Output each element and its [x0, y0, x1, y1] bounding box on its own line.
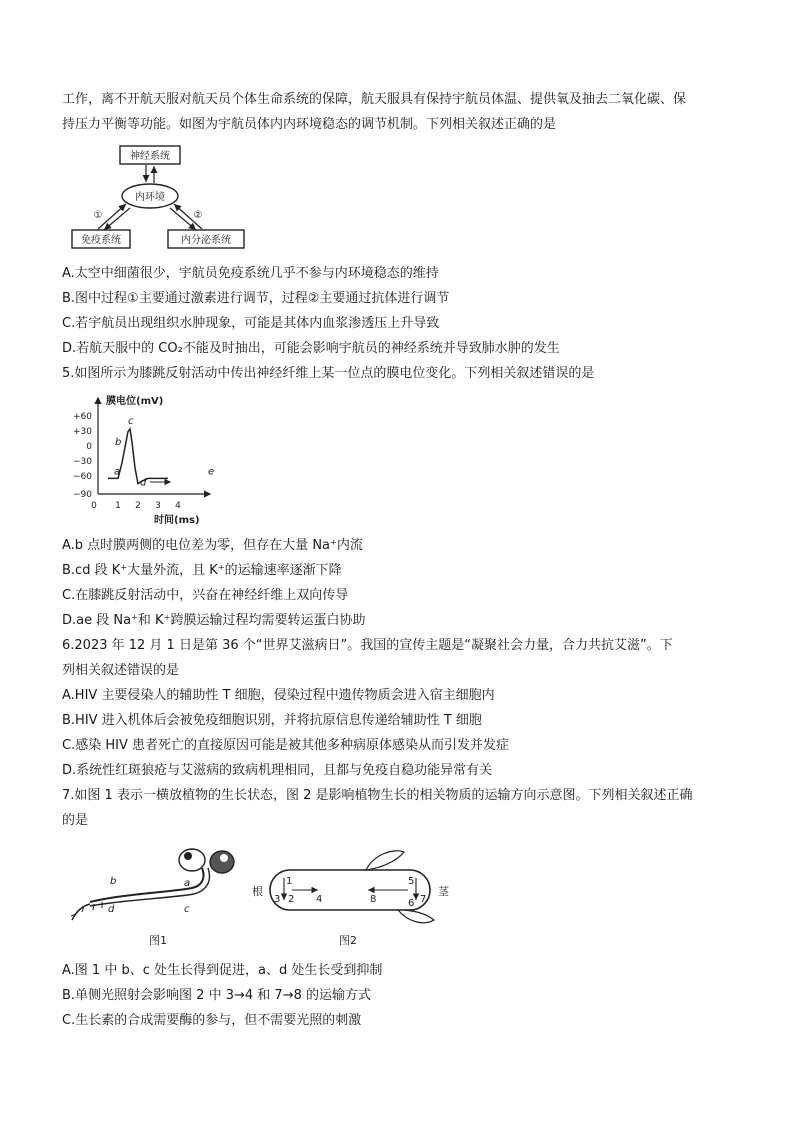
figure-2-transport-direction — [248, 840, 458, 950]
point-c-label: c — [128, 416, 134, 427]
q5-option-d: D.ae 段 Na⁺和 K⁺跨膜运输过程均需要转运蛋白协助 — [62, 613, 366, 628]
fig1-label-a: a — [184, 878, 191, 889]
fig2-num: 6 — [408, 898, 415, 909]
q6-option-b: B.HIV 进入机体后会被免疫细胞识别，并将抗原信息传递给辅助性 T 细胞 — [62, 713, 482, 728]
q6-stem-line2: 列相关叙述错误的是 — [62, 663, 180, 678]
fig2-num: 5 — [408, 876, 415, 887]
internal-environment-label: 内环境 — [135, 192, 165, 203]
x-tick-label: 2 — [135, 501, 141, 511]
fig2-num: 2 — [288, 894, 295, 905]
y-tick-label: +30 — [73, 427, 92, 437]
fig2-num: 3 — [274, 894, 281, 905]
q6-option-c: C.感染 HIV 患者死亡的直接原因可能是被其他多种病原体感染从而引发并发症 — [62, 738, 509, 753]
q7-option-c: C.生长素的合成需要酶的参与，但不需要光照的刺激 — [62, 1013, 362, 1028]
y-tick-label: +60 — [73, 412, 92, 422]
fig2-num: 7 — [420, 894, 427, 905]
leaf-spot — [220, 854, 228, 862]
q6-option-d: D.系统性红斑狼疮与艾滋病的致病机理相同，且都与免疫自稳功能异常有关 — [62, 763, 493, 778]
x-axis-label: 时间(ms) — [154, 515, 200, 526]
q7-option-a: A.图 1 中 b、c 处生长得到促进，a、d 处生长受到抑制 — [62, 963, 383, 978]
plant-stem-lower-edge — [90, 868, 209, 906]
homeostasis-diagram — [68, 140, 258, 258]
leaf-spot — [184, 852, 192, 860]
membrane-potential-chart — [62, 390, 222, 530]
plant-root — [72, 904, 90, 920]
y-tick-label: 0 — [86, 442, 92, 452]
leaf-left — [179, 849, 205, 871]
q5-option-a: A.b 点时膜两侧的电位差为零，但存在大量 Na⁺内流 — [62, 538, 363, 553]
upper-leaf — [366, 851, 404, 870]
lower-leaf — [398, 910, 434, 923]
immune-system-label: 免疫系统 — [81, 235, 121, 246]
q4-option-c: C.若宇航员出现组织水肿现象，可能是其体内血浆渗透压上升导致 — [62, 316, 440, 331]
q4-option-a: A.太空中细菌很少，宇航员免疫系统几乎不参与内环境稳态的维持 — [62, 266, 439, 281]
y-tick-label: −30 — [73, 457, 92, 467]
x-tick-label: 3 — [155, 501, 161, 511]
leaf-right — [210, 851, 234, 873]
fig1-label-d: d — [108, 904, 115, 915]
point-e-label: e — [208, 466, 215, 478]
fig2-caption: 图2 — [339, 934, 357, 947]
q4-option-d: D.若航天服中的 CO₂不能及时抽出，可能会影响宇航员的神经系统并导致肺水肿的发生 — [62, 341, 560, 356]
fig2-num: 1 — [286, 876, 293, 887]
fig1-caption: 图1 — [149, 934, 167, 947]
process-2-mark: ② — [193, 210, 203, 221]
y-tick-label: −60 — [73, 472, 92, 482]
q6-option-a: A.HIV 主要侵染人的辅助性 T 细胞，侵染过程中遗传物质会进入宿主细胞内 — [62, 688, 495, 703]
fig2-num: 4 — [316, 894, 323, 905]
q5-option-b: B.cd 段 K⁺大量外流，且 K⁺的运输速率逐渐下降 — [62, 563, 342, 578]
y-tick-label: −90 — [73, 490, 92, 500]
root-label: 根 — [252, 885, 263, 898]
q5-stem: 5.如图所示为膝跳反射活动中传出神经纤维上某一位点的膜电位变化。下列相关叙述错误的是 — [62, 366, 595, 381]
q5-option-c: C.在膝跳反射活动中，兴奋在神经纤维上双向传导 — [62, 588, 349, 603]
q7-stem-line2: 的是 — [62, 813, 89, 828]
endocrine-system-label: 内分泌系统 — [181, 235, 231, 246]
x-tick-label: 0 — [91, 501, 97, 511]
x-tick-label: 1 — [115, 501, 121, 511]
q4-intro-line1: 工作，离不开航天服对航天员个体生命系统的保障，航天服具有保持宇航员体温、提供氧及抽去二氧化碳、保 — [62, 92, 687, 107]
q6-stem-line1: 6.2023 年 12 月 1 日是第 36 个“世界艾滋病日”。我国的宣传主题是“凝聚社会力量，合力共抗艾滋”。下 — [62, 638, 673, 653]
figure-1-horizontal-plant — [62, 840, 252, 950]
fig1-label-c: c — [184, 904, 190, 915]
q7-stem-line1: 7.如图 1 表示一横放植物的生长状态，图 2 是影响植物生长的相关物质的运输方向示意图。下列相关叙述正确 — [62, 788, 693, 803]
y-axis-label: 膜电位(mV) — [106, 396, 164, 407]
nervous-system-label: 神经系统 — [130, 151, 170, 162]
stem-label: 茎 — [438, 885, 449, 898]
point-d-label: d — [140, 477, 147, 489]
process-1-mark: ① — [93, 210, 103, 221]
q4-option-b: B.图中过程①主要通过激素进行调节，过程②主要通过抗体进行调节 — [62, 291, 450, 306]
fig1-label-b: b — [110, 876, 117, 887]
point-b-label: b — [115, 437, 122, 449]
x-tick-label: 4 — [175, 501, 181, 511]
point-a-label: a — [114, 466, 121, 478]
fig2-num: 8 — [370, 894, 377, 905]
q4-intro-line2: 持压力平衡等功能。如图为宇航员体内内环境稳态的调节机制。下列相关叙述正确的是 — [62, 117, 557, 132]
q7-option-b: B.单侧光照射会影响图 2 中 3→4 和 7→8 的运输方式 — [62, 988, 371, 1003]
